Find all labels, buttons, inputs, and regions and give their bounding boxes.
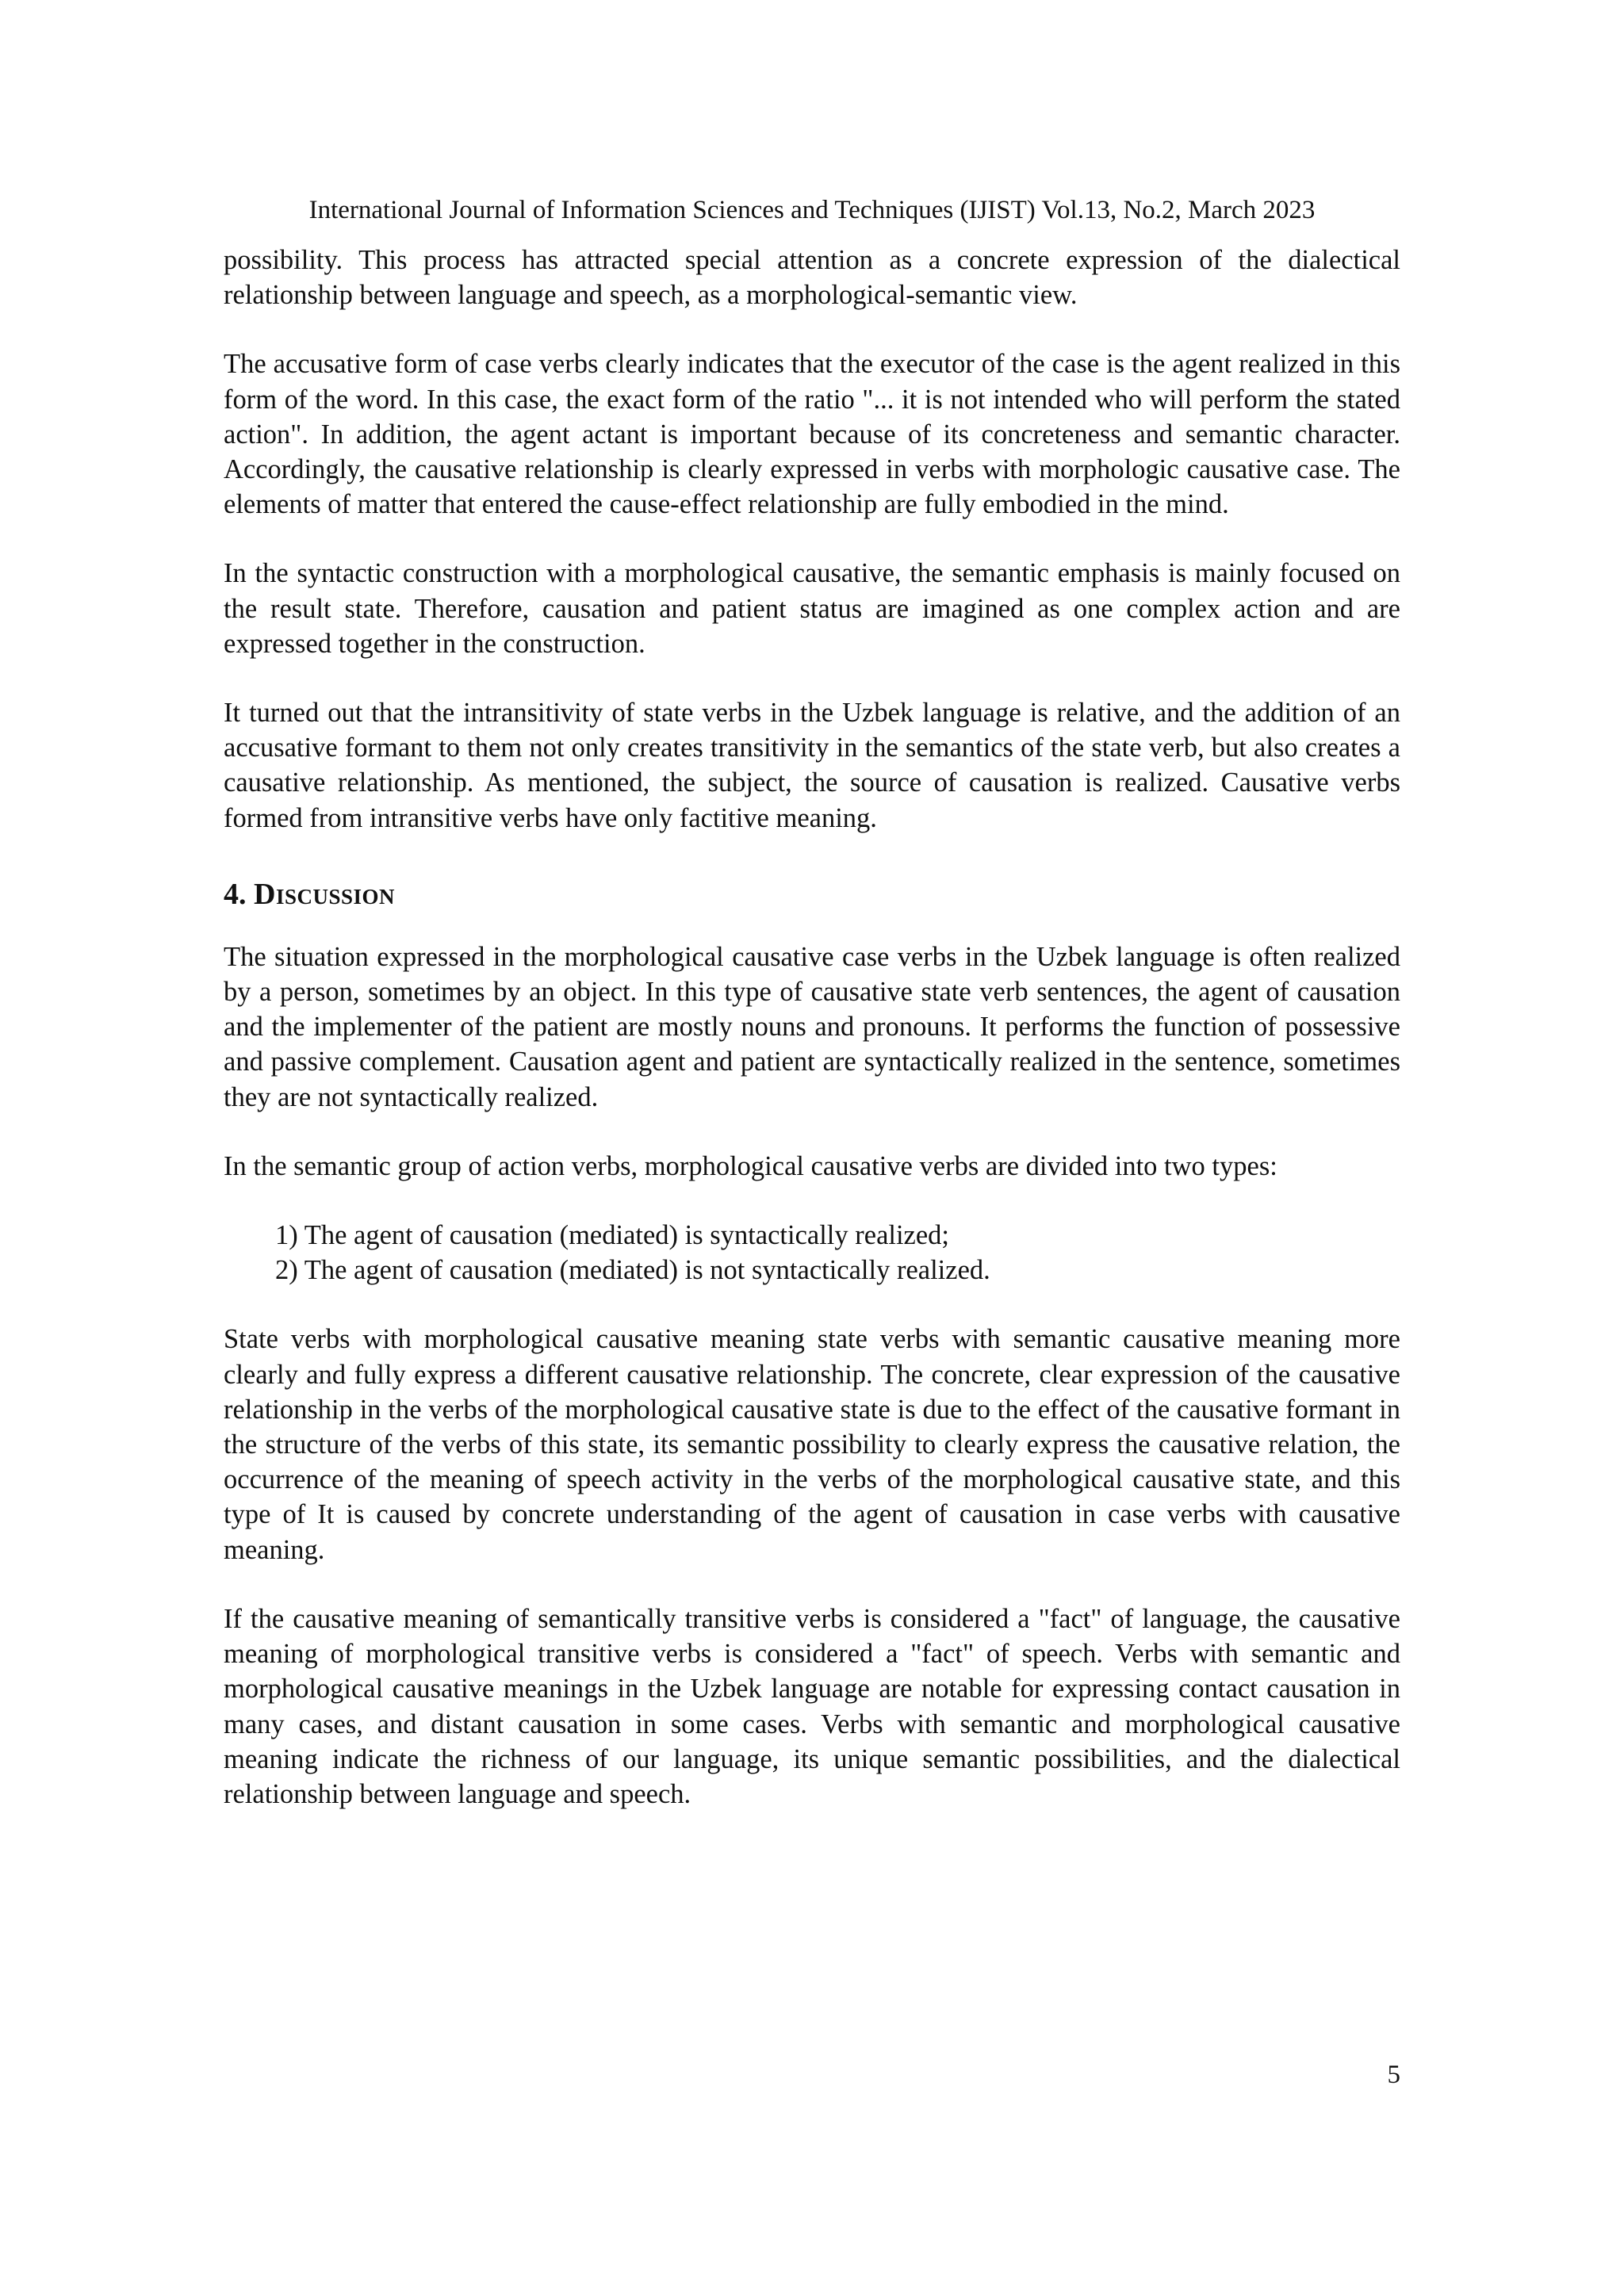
paragraph-gap bbox=[224, 836, 1400, 870]
section-title: Discussion bbox=[254, 877, 396, 911]
type-list bbox=[224, 1218, 1400, 1288]
discussion-paragraph-2: In the semantic group of action verbs, morphological causative verbs are divided into two types: bbox=[224, 1150, 1277, 1181]
discussion-paragraph-4: If the causative meaning of semantically transitive verbs is considered a "fact" of language, the causative meaning of morphological transitive verbs is considered a "fact" of speech. Verbs with semantic and morphological causative meanings in the Uzbek language are notable for expressing contact causation in many cases, and distant causation in some cases. Verbs with semantic and morphological causative meaning indicate the richness of our language, its unique semantic possibilities, and the dialectical relationship between language and speech. bbox=[224, 1603, 1400, 1809]
body-paragraph-3: In the syntactic construction with a morphological causative, the semantic emphasis is mainly focused on the result state. Therefore, causation and patient status are imagined as one complex action and are expressed together in the construction. bbox=[224, 558, 1400, 659]
paragraph-gap bbox=[224, 919, 1400, 939]
paragraph-gap bbox=[224, 522, 1400, 556]
section-heading bbox=[224, 870, 1400, 919]
body-paragraph-2: The accusative form of case verbs clearly indicates that the executor of the case is the agent realized in this form of the word. In this case, the exact form of the ratio "... it is not intended who will perform the stated action". In addition, the agent actant is important because of its concreteness and semantic character. Accordingly, the causative relationship is clearly expressed in verbs with morphologic causative case. The elements of matter that entered the cause-effect relationship are fully embodied in the mind. bbox=[224, 349, 1400, 520]
paragraph-gap bbox=[224, 1567, 1400, 1601]
paragraph-gap bbox=[224, 312, 1400, 346]
running-header: International Journal of Information Sciences and Techniques (IJIST) Vol.13, No.2, March 2023 bbox=[308, 196, 1316, 224]
discussion-paragraph-3: State verbs with morphological causative meaning state verbs with semantic causative meaning more clearly and fully express a different causative relationship. The concrete, clear expression of the causative relationship in the verbs of the morphological causative state is due to the effect of the causative formant in the structure of the verbs of this state, its semantic possibility to clearly express the causative relation, the occurrence of the meaning of speech activity in the verbs of the morphological causative state, and this type of It is caused by concrete understanding of the agent of causation in case verbs with causative meaning. bbox=[224, 1324, 1400, 1565]
paragraph-gap bbox=[224, 661, 1400, 695]
paragraph-gap bbox=[224, 1184, 1400, 1218]
list-item: 2) The agent of causation (mediated) is not syntactically realized. bbox=[275, 1255, 990, 1286]
section-number: 4. bbox=[224, 877, 247, 911]
discussion-paragraph-1: The situation expressed in the morphological causative case verbs in the Uzbek language is often realized by a person, sometimes by an object. In this type of causative state verb sentences, the agent of causation and the implementer of the patient are mostly nouns and pronouns. It performs the function of possessive and passive complement. Causation agent and patient are syntactically realized in the sentence, sometimes they are not syntactically realized. bbox=[224, 941, 1400, 1112]
paragraph-gap bbox=[224, 1288, 1400, 1322]
page-number: 5 bbox=[1387, 2061, 1400, 2089]
paragraph-gap bbox=[224, 1115, 1400, 1149]
body-paragraph-4: It turned out that the intransitivity of state verbs in the Uzbek language is relative, and the addition of an accusative formant to them not only creates transitivity in the semantics of the state verb, but also creates a causative relationship. As mentioned, the subject, the source of causation is realized. Causative verbs formed from intransitive verbs have only factitive meaning. bbox=[224, 698, 1400, 833]
list-item: 1) The agent of causation (mediated) is syntactically realized; bbox=[275, 1220, 950, 1251]
main-content bbox=[224, 243, 1400, 1812]
body-paragraph-1: possibility. This process has attracted special attention as a concrete expression of the dialectical relationship between language and speech, as a morphological-semantic view. bbox=[224, 245, 1400, 311]
